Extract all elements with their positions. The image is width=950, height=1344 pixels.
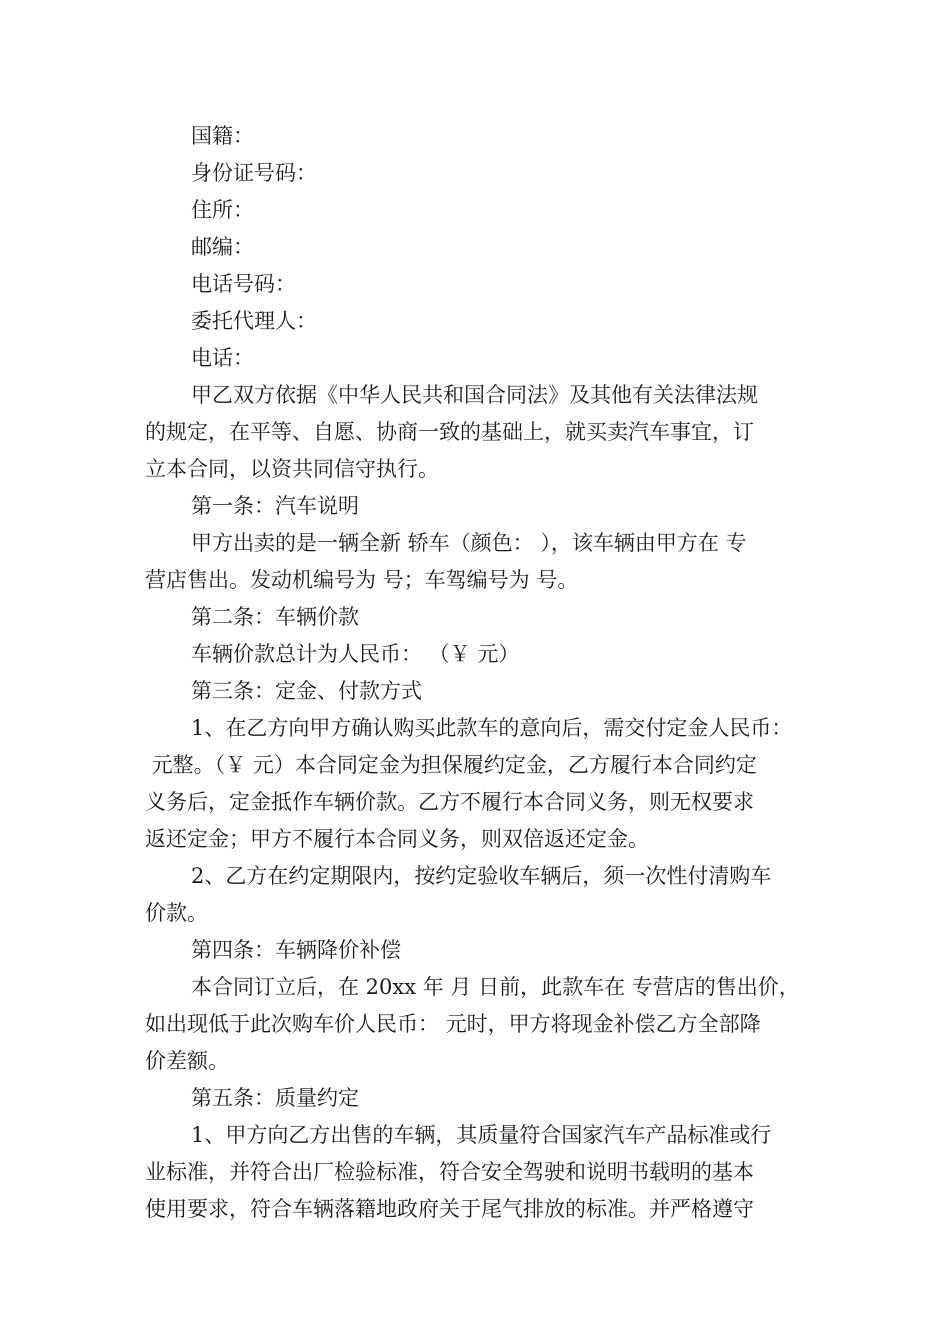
document-line: 车辆价款总计为人民币： （￥ 元） — [191, 642, 520, 666]
document-line: 甲方出卖的是一辆全新 轿车（颜色： ），该车辆由甲方在 专 — [191, 531, 747, 555]
document-line: 身份证号码： — [191, 161, 317, 185]
document-line: 价差额。 — [145, 1049, 229, 1073]
document-line: 第三条：定金、付款方式 — [191, 679, 422, 703]
document-line: 电话号码： — [191, 272, 296, 296]
document-line: 如出现低于此次购车价人民币： 元时，甲方将现金补偿乙方全部降 — [145, 1012, 761, 1036]
document-line: 第五条：质量约定 — [191, 1086, 359, 1110]
document-line: 委托代理人： — [191, 309, 317, 333]
document-line: 电话： — [191, 346, 254, 370]
document-body — [145, 118, 810, 1228]
document-line: 立本合同，以资共同信守执行。 — [145, 457, 439, 481]
document-line: 邮编： — [191, 235, 254, 259]
document-line: 住所： — [191, 198, 254, 222]
document-line: 业标准，并符合出厂检验标准，符合安全驾驶和说明书载明的基本 — [145, 1160, 754, 1184]
document-line: 元整。（￥ 元）本合同定金为担保履约定金，乙方履行本合同约定 — [145, 753, 757, 777]
document-line: 1、在乙方向甲方确认购买此款车的意向后，需交付定金人民币： — [191, 716, 793, 740]
document-line: 价款。 — [145, 901, 208, 925]
document-line: 义务后，定金抵作车辆价款。乙方不履行本合同义务，则无权要求 — [145, 790, 754, 814]
document-line: 本合同订立后，在 20xx 年 月 日前，此款车在 专营店的售出价， — [191, 975, 800, 999]
document-line: 国籍： — [191, 124, 254, 148]
document-line: 2、乙方在约定期限内，按约定验收车辆后，须一次性付清购车 — [191, 864, 772, 888]
document-line: 第一条：汽车说明 — [191, 494, 359, 518]
document-line: 营店售出。发动机编号为 号；车驾编号为 号。 — [145, 568, 579, 592]
document-line: 返还定金；甲方不履行本合同义务，则双倍返还定金。 — [145, 827, 649, 851]
document-line: 使用要求，符合车辆落籍地政府关于尾气排放的标准。并严格遵守 — [145, 1197, 754, 1221]
document-line: 甲乙双方依据《中华人民共和国合同法》及其他有关法律法规 — [191, 383, 758, 407]
document-line: 的规定，在平等、自愿、协商一致的基础上，就买卖汽车事宜，订 — [145, 420, 754, 444]
document-line: 1、甲方向乙方出售的车辆，其质量符合国家汽车产品标准或行 — [191, 1123, 772, 1147]
document-line: 第二条：车辆价款 — [191, 605, 359, 629]
document-line: 第四条：车辆降价补偿 — [191, 938, 401, 962]
